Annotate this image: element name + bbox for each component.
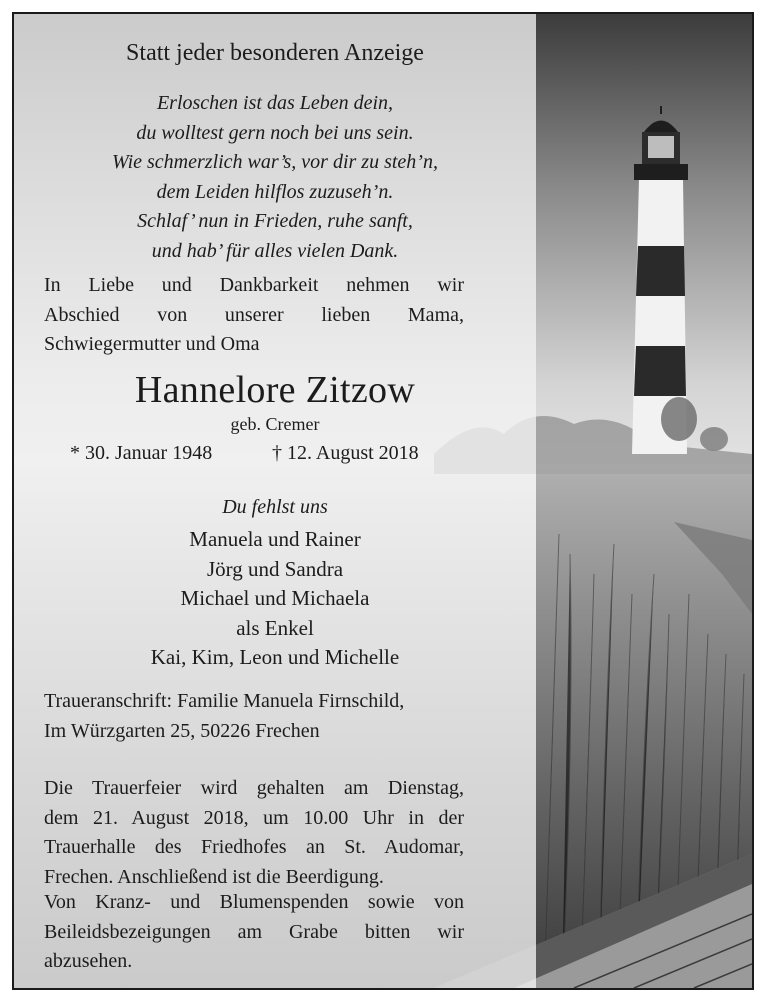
- poem-line: Schlaf’ nun in Frieden, ruhe sanft,: [137, 210, 413, 232]
- ceremony-line: Die Trauerfeier wird gehalten am Dienstag,: [44, 777, 464, 799]
- ceremony-notice: [44, 774, 464, 892]
- mourner-name: Manuela und Rainer: [189, 527, 361, 551]
- flowers-line: Beileidsbezeigungen am Grabe bitten wir: [44, 920, 464, 943]
- poem-line: dem Leiden hilflos zuzuseh’n.: [156, 180, 394, 203]
- ceremony-line: dem 21. August 2018, um 10.00 Uhr in der: [44, 806, 464, 829]
- death-date: † 12. August 2018: [272, 442, 419, 464]
- text-panel: [14, 14, 536, 988]
- flowers-notice: [44, 888, 464, 977]
- address-line: Im Würzgarten 25, 50226 Frechen: [44, 719, 320, 742]
- poem-line: Wie schmerzlich war’s, vor dir zu steh’n,: [112, 151, 438, 173]
- poem-line: du wolltest gern noch bei uns sein.: [136, 121, 414, 144]
- birth-name: geb. Cremer: [230, 414, 320, 434]
- poem: [14, 89, 536, 266]
- obituary-frame: [12, 12, 754, 990]
- ceremony-line: Frechen. Anschließend ist die Beerdigung.: [44, 865, 384, 888]
- mourner-name: Michael und Michaela: [180, 586, 370, 610]
- intro-text: [44, 271, 464, 360]
- poem-line: Erloschen ist das Leben dein,: [156, 92, 394, 114]
- mourner-name: Kai, Kim, Leon und Michelle: [150, 645, 400, 669]
- mourning-address: [44, 687, 464, 746]
- flowers-line: Von Kranz- und Blumenspenden sowie von: [44, 891, 464, 913]
- mourners-heading: Du fehlst uns: [222, 496, 328, 518]
- mourner-name: als Enkel: [236, 615, 314, 640]
- flowers-line: abzusehen.: [44, 950, 133, 972]
- poem-line: und hab’ für alles vielen Dank.: [151, 239, 399, 262]
- intro-line: In Liebe und Dankbarkeit nehmen wir: [44, 274, 464, 296]
- birth-date: * 30. Januar 1948: [70, 442, 213, 464]
- intro-line: Abschied von unserer lieben Mama,: [44, 303, 464, 326]
- intro-line: Schwiegermutter und Oma: [44, 333, 260, 355]
- deceased-name: Hannelore Zitzow: [134, 369, 416, 411]
- address-line: Traueranschrift: Familie Manuela Firnschild,: [44, 690, 405, 712]
- headline: Statt jeder besonderen Anzeige: [126, 40, 424, 66]
- mourners-list: [14, 525, 536, 673]
- ceremony-line: Trauerhalle des Friedhofes an St. Audomar,: [44, 836, 464, 858]
- mourner-name: Jörg und Sandra: [206, 556, 344, 581]
